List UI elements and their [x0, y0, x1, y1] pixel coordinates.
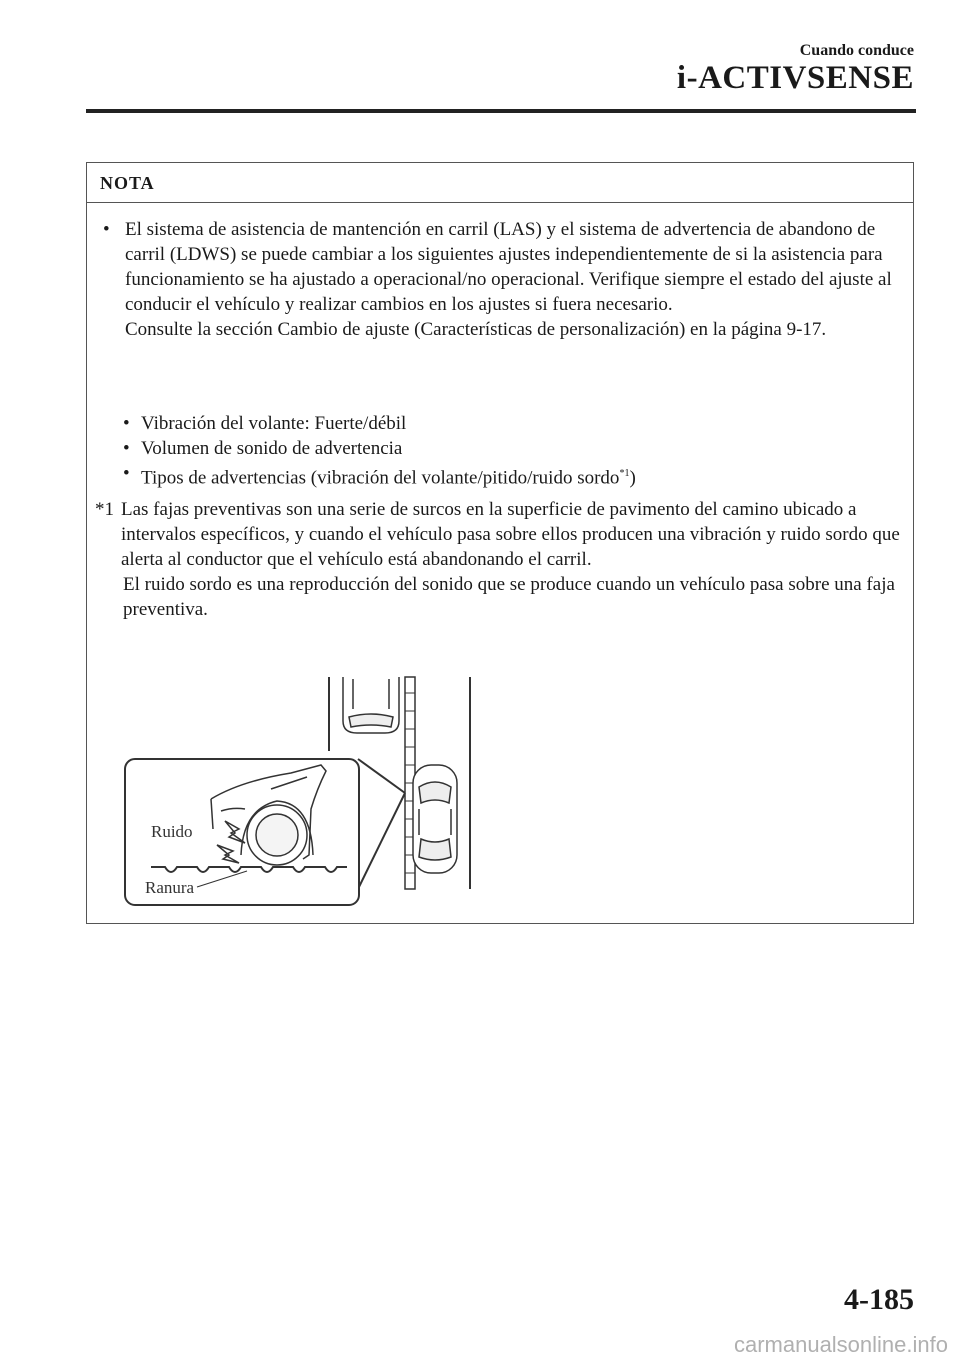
car-drifting-icon	[413, 765, 457, 873]
rumble-strip-figure	[121, 669, 521, 919]
footnote-ref: *1	[619, 468, 630, 479]
footnote-text: Las fajas preventivas son una serie de surcos en la superficie de pavimento del camino ubicado a intervalos específicos, y cuando el vehículo pasa sobre ellos producen una vibración y ruido sordo que alerta al conductor que el vehículo está abandonando el carril.	[121, 499, 900, 570]
list-item-suffix: )	[629, 467, 636, 489]
list-item-text: Vibración del volante: Fuerte/débil	[141, 413, 407, 434]
list-item	[123, 436, 883, 461]
list-item-text: Volumen de sonido de advertencia	[141, 438, 403, 459]
bullet-icon: •	[123, 463, 130, 484]
list-item	[123, 411, 883, 436]
note-paragraph	[103, 217, 903, 342]
list-item	[123, 461, 883, 490]
note-box	[86, 162, 914, 924]
footnote	[95, 497, 905, 622]
note-paragraph-text: El sistema de asistencia de mantención en carril (LAS) y el sistema de advertencia de abandono de carril (LDWS) se puede cambiar a los siguientes ajustes independientemente de si la asistencia para funcionamiento se ha ajustado a operacional/no operacional. Verifique siempre el estado del ajuste al conducir el vehículo y realizar cambios en los ajustes si fuera necesario.	[125, 219, 892, 315]
label-noise: Ruido	[151, 822, 193, 841]
settings-list	[123, 411, 883, 490]
bullet-icon: •	[123, 438, 130, 459]
label-groove: Ranura	[145, 878, 195, 897]
footnote-mark: *1	[95, 499, 114, 520]
header-title: i-ACTIVSENSE	[676, 60, 914, 96]
bullet-icon: •	[103, 219, 110, 240]
watermark: carmanualsonline.info	[733, 1332, 948, 1357]
list-item-text: Tipos de advertencias (vibración del volante/pitido/ruido sordo	[141, 467, 620, 489]
bullet-icon: •	[123, 413, 130, 434]
note-heading: NOTA	[87, 163, 913, 203]
car-top-icon	[343, 677, 399, 733]
page-number: 4-185	[844, 1283, 914, 1316]
header-section: Cuando conduce	[799, 42, 914, 59]
header-rule	[86, 109, 916, 113]
footnote-text-2: El ruido sordo es una reproducción del sonido que se produce cuando un vehículo pasa sobre una faja preventiva.	[123, 574, 895, 620]
note-paragraph-ref: Consulte la sección Cambio de ajuste (Características de personalización) en la página 9-17.	[125, 319, 827, 340]
